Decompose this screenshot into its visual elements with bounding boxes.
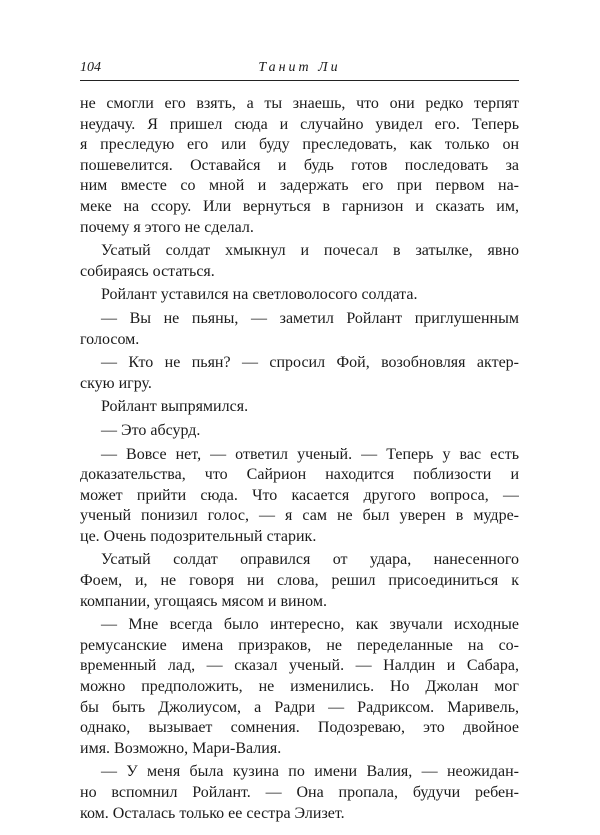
text-line: можно предположить, не изменились. Но Джолан мог [80, 678, 519, 696]
text-line: — Вы не пьяны, — заметил Ройлант приглушенным [101, 309, 519, 327]
text-line: ним вместе со мной и задержать его при первом на- [80, 177, 519, 195]
text-line: почему я этого не сделал. [80, 218, 254, 236]
text-line: — Кто не пьян? — спросил Фой, возобновляя актер- [101, 354, 519, 372]
text-body [80, 94, 519, 824]
text-line: Ройлант уставился на светловолосого солдата. [101, 286, 418, 304]
page-number: 104 [80, 60, 101, 75]
text-line: я преследую его или буду преследовать, как только он [80, 136, 519, 154]
text-line: — Мне всегда было интересно, как звучали исходные [101, 616, 519, 634]
text-line: Усатый солдат оправился от удара, нанесенного [101, 551, 519, 569]
text-line: ком. Осталась только ее сестра Элизет. [80, 804, 345, 822]
text-line: скую игру. [80, 374, 152, 392]
text-line: Усатый солдат хмыкнул и почесал в затылке, явно [101, 242, 519, 260]
text-line: однако, вызывает сомнения. Подозреваю, это двойное [80, 719, 519, 737]
text-line: — Это абсурд. [101, 421, 201, 439]
text-line: неудачу. Я пришел сюда и случайно увидел его. Теперь [80, 115, 519, 133]
text-line: голосом. [80, 330, 140, 348]
text-line: временный лад, — сказал ученый. — Налдин и Сабара, [80, 657, 519, 675]
page-header [80, 60, 519, 81]
text-line: меке на ссору. Или вернуться в гарнизон и сказать им, [80, 197, 519, 215]
text-line: компании, угощаясь мясом и вином. [80, 592, 327, 610]
text-line: имя. Возможно, Мари-Валия. [80, 739, 282, 757]
text-line: бы быть Джолиусом, а Радри — Радриксом. Маривель, [80, 698, 519, 716]
text-line: — У меня была кузина по имени Валия, — неожидан- [101, 763, 519, 781]
text-line: собираясь остаться. [80, 262, 215, 280]
text-line: ремусанские имена призраков, не переделанные на со- [80, 636, 519, 654]
text-line: пошевелится. Оставайся и будь готов последовать за [80, 156, 519, 174]
text-line: — Вовсе нет, — ответил ученый. — Теперь у вас есть [101, 445, 519, 463]
text-line: но вспомнил Ройлант. — Она пропала, будучи ребен- [80, 784, 519, 801]
text-line: может прийти сюда. Что касается другого вопроса, — [80, 486, 519, 504]
text-line: не смогли его взять, а ты знаешь, что они редко терпят [80, 95, 519, 112]
text-line: Ройлант выпрямился. [101, 398, 249, 416]
running-head-author: Танит Ли [258, 60, 341, 75]
text-line: це. Очень подозрительный старик. [80, 527, 317, 545]
text-line: доказательства, что Сайрион находится поблизости и [80, 466, 519, 484]
text-line: Фоем, и, не говоря ни слова, решил присоединиться к [80, 572, 519, 590]
text-line: ученый понизил голос, — я сам не был уверен в мудре- [80, 507, 519, 525]
